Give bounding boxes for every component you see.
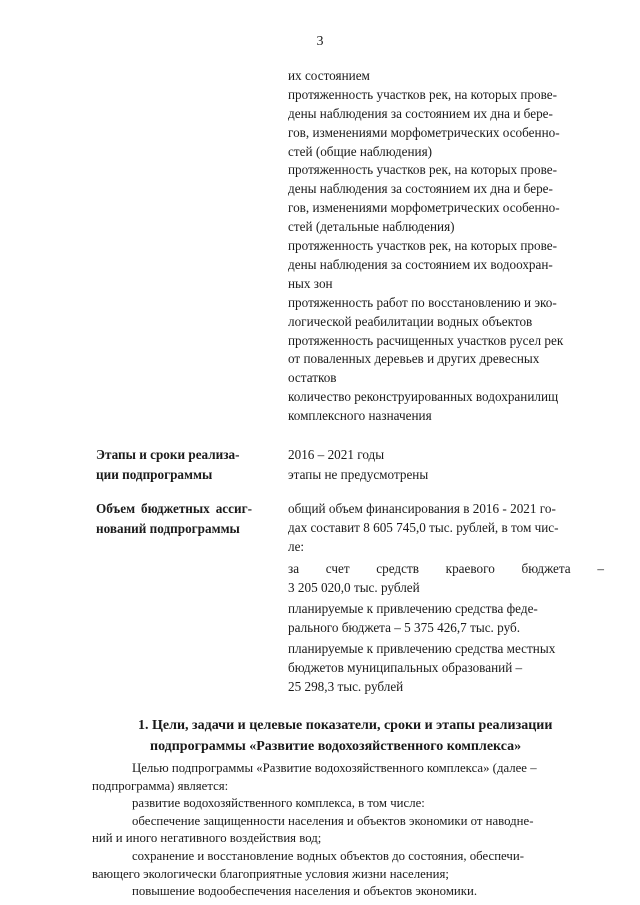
indicator-line: их состоянием [288,68,370,83]
budget-regional [288,560,604,578]
indicator-line: гов, изменениями морфометрических особенно- [288,200,560,215]
budget-word: краевого [445,561,495,576]
budget-word: – [597,561,604,576]
paragraph-line: подпрограмма) является: [92,778,229,793]
budget-label-word: ассиг- [215,501,252,516]
budget-regional-amount: 3 205 020,0 тыс. рублей [288,580,420,595]
paragraph-line: Целью подпрограммы «Развитие водохозяйственного комплекса» (далее – [132,761,537,775]
indicator-line: протяженность участков рек, на которых прове- [288,238,558,253]
indicator-line: дены наблюдения за состоянием их дна и бере- [288,181,553,196]
section-heading: 1. Цели, задачи и целевые показатели, сроки и этапы реализации [138,718,553,733]
indicator-line: от поваленных деревьев и других древесных [288,351,540,366]
stages-label: Этапы и сроки реализа- [96,447,240,462]
indicator-line: протяженность работ по восстановлению и эко- [288,295,557,310]
section-heading: подпрограммы «Развитие водохозяйственного комплекса» [150,739,522,754]
budget-federal: планируемые к привлечению средства феде- [288,601,538,616]
indicator-line: комплексного назначения [288,408,432,423]
indicator-line: стей (общие наблюдения) [288,144,433,159]
budget-word: счет [325,561,350,576]
paragraph-line: развитие водохозяйственного комплекса, в том числе: [132,796,425,811]
stages-period: 2016 – 2021 годы [288,447,385,462]
budget-label [96,500,252,518]
paragraph-line: обеспечение защищенности населения и объектов экономики от наводне- [132,813,534,828]
budget-label-word: Объем [96,501,136,516]
budget-word: за [288,561,300,576]
indicator-line: остатков [288,370,337,385]
indicator-line: ных зон [288,276,333,291]
budget-label: нований подпрограммы [96,521,240,536]
indicator-line: дены наблюдения за состоянием их дна и бере- [288,106,553,121]
stages-note: этапы не предусмотрены [288,467,429,482]
indicator-line: дены наблюдения за состоянием их водоохран- [288,257,553,272]
budget-local: планируемые к привлечению средства местных [288,641,556,656]
stages-label: ции подпрограммы [96,467,213,482]
indicator-line: количество реконструированных водохранилищ [288,389,559,404]
indicator-line: протяженность расчищенных участков русел рек [288,333,564,348]
paragraph-line: сохранение и восстановление водных объектов до состояния, обеспечи- [132,849,524,863]
indicator-line: стей (детальные наблюдения) [288,219,455,234]
page-number: 3 [316,34,324,49]
indicator-line: протяженность участков рек, на которых прове- [288,162,558,177]
paragraph-line: повышение водообеспечения населения и объектов экономики. [132,884,478,899]
budget-local: бюджетов муниципальных образований – [288,660,523,675]
budget-local-amount: 25 298,3 тыс. рублей [288,679,404,694]
budget-word: бюджета [521,561,571,576]
indicator-line: гов, изменениями морфометрических особенно- [288,125,560,140]
budget-total: общий объем финансирования в 2016 - 2021 го- [288,501,556,516]
budget-total: дах составит 8 605 745,0 тыс. рублей, в том чис- [288,520,559,535]
budget-word: средств [376,561,419,576]
indicator-line: протяженность участков рек, на которых прове- [288,87,558,102]
budget-total: ле: [288,539,305,554]
indicator-line: логической реабилитации водных объектов [288,314,533,329]
paragraph-line: ний и иного негативного воздействия вод; [92,831,322,846]
budget-label-word: бюджетных [140,501,210,516]
budget-federal: рального бюджета – 5 375 426,7 тыс. руб. [288,620,520,635]
paragraph-line: вающего экологически благоприятные условия жизни населения; [92,866,449,881]
